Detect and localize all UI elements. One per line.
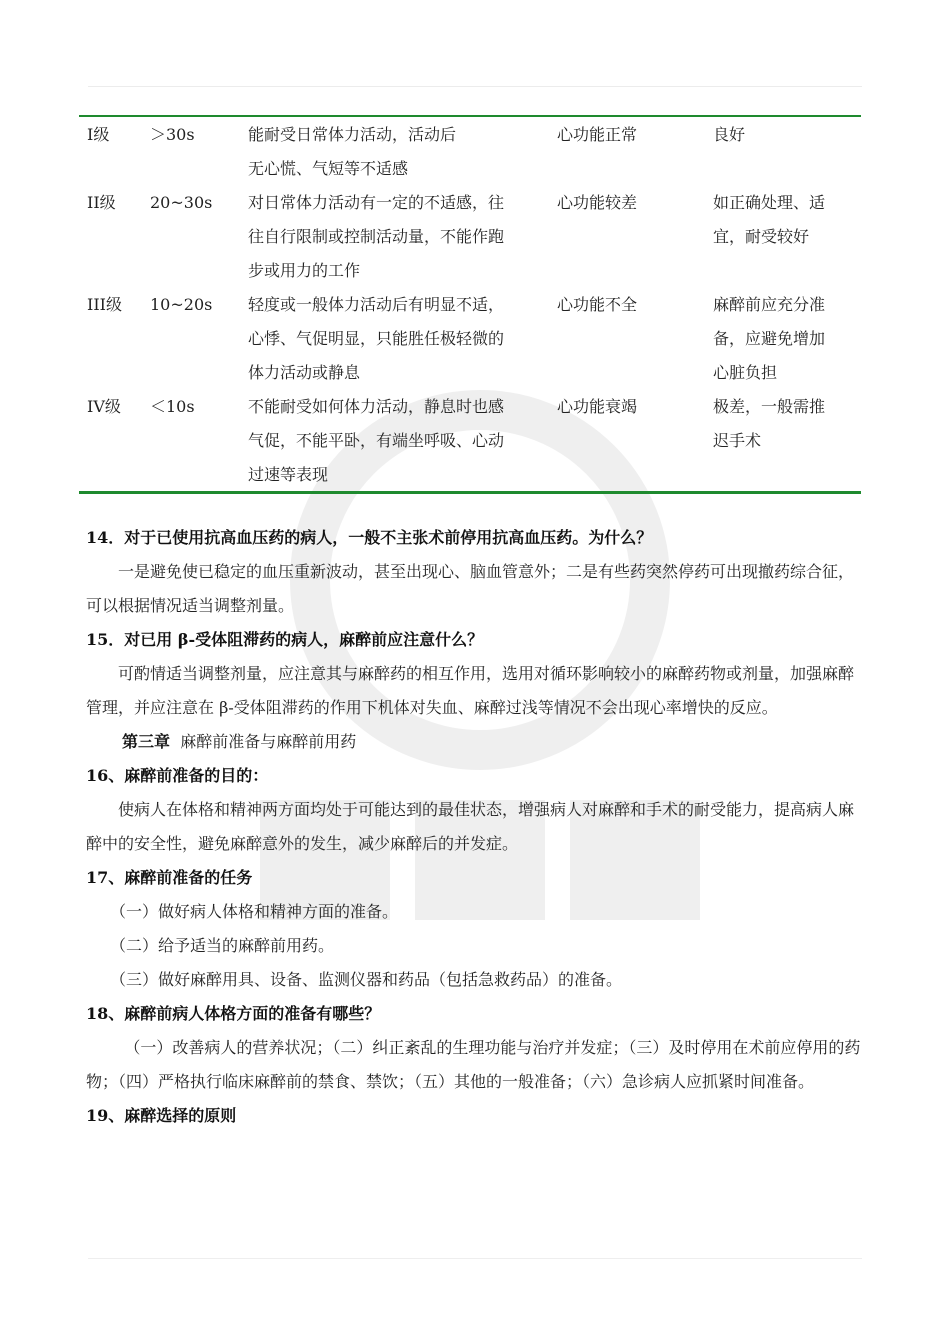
grade-cell: II级 [87, 193, 116, 212]
function-cell: 心功能较差 [557, 193, 638, 212]
description-cell: 轻度或一般体力活动后有明显不适， 心悸、气促明显，只能胜任极轻微的 体力活动或静息 [248, 295, 505, 382]
answer-14: 一是避免使已稳定的血压重新波动，甚至出现心、脑血管意外；二是有些药突然停药可出现撤药综合征，可以根据情况适当调整剂量。 [86, 562, 855, 615]
time-cell: 20~30s [150, 193, 213, 212]
question-17: 17、麻醉前准备的任务 [86, 868, 253, 887]
time-cell: ＞30s [150, 125, 195, 144]
header-divider [88, 86, 862, 87]
document-body [86, 521, 862, 1133]
tolerance-cell: 如正确处理、适 宜，耐受较好 [713, 193, 826, 246]
answer-18: （一）改善病人的营养状况；（二）纠正紊乱的生理功能与治疗并发症；（三）及时停用在术前应停用的药物；（四）严格执行临床麻醉前的禁食、禁饮；（五）其他的一般准备；（六）急诊病人应抓紧时间准备。 [86, 1038, 861, 1091]
description-cell: 对日常体力活动有一定的不适感，往 往自行限制或控制活动量，不能作跑 步或用力的工作 [248, 193, 505, 280]
chapter-title: 麻醉前准备与麻醉前用药 [180, 732, 357, 751]
list-item: （二）给予适当的麻醉前用药。 [110, 936, 335, 955]
table-row [79, 288, 861, 390]
tolerance-cell: 良好 [713, 125, 746, 144]
grade-cell: IV级 [87, 397, 121, 416]
description-cell: 能耐受日常体力活动，活动后 无心慌、气短等不适感 [248, 125, 457, 178]
question-14: 14．对于已使用抗高血压药的病人，一般不主张术前停用抗高血压药。为什么？ [86, 528, 653, 547]
question-15: 15．对已用 β-受体阻滞药的病人，麻醉前应注意什么？ [86, 630, 484, 649]
chapter-heading [86, 725, 862, 759]
answer-15: 可酌情适当调整剂量，应注意其与麻醉药的相互作用，选用对循环影响较小的麻醉药物或剂量，加强麻醉管理，并应注意在 β-受体阻滞药的作用下机体对失血、麻醉过浅等情况不会出现心率增快的反应。 [86, 664, 855, 717]
question-18: 18、麻醉前病人体格方面的准备有哪些？ [86, 1004, 381, 1023]
grade-cell: I级 [87, 125, 110, 144]
table-row [79, 390, 861, 492]
tolerance-cell: 极差，一般需推 迟手术 [713, 397, 826, 450]
table-row [79, 118, 861, 186]
grade-cell: III级 [87, 295, 122, 314]
question-16: 16、麻醉前准备的目的： [86, 766, 269, 785]
table-bottom-border [79, 491, 861, 494]
heart-function-table [79, 118, 861, 492]
footer-divider [88, 1258, 862, 1259]
list-item: （一）做好病人体格和精神方面的准备。 [110, 902, 399, 921]
function-cell: 心功能不全 [557, 295, 638, 314]
answer-16: 使病人在体格和精神两方面均处于可能达到的最佳状态，增强病人对麻醉和手术的耐受能力，提高病人麻醉中的安全性，避免麻醉意外的发生，减少麻醉后的并发症。 [86, 800, 855, 853]
description-cell: 不能耐受如何体力活动，静息时也感 气促，不能平卧，有端坐呼吸、心动 过速等表现 [248, 397, 505, 484]
table-top-border [79, 115, 861, 117]
tolerance-cell: 麻醉前应充分准 备，应避免增加 心脏负担 [713, 295, 826, 382]
function-cell: 心功能正常 [557, 125, 638, 144]
chapter-label: 第三章 [122, 732, 171, 751]
table-row [79, 186, 861, 288]
list-item: （三）做好麻醉用具、设备、监测仪器和药品（包括急救药品）的准备。 [110, 970, 623, 989]
question-19: 19、麻醉选择的原则 [86, 1106, 237, 1125]
time-cell: ＜10s [150, 397, 195, 416]
time-cell: 10~20s [150, 295, 213, 314]
function-cell: 心功能衰竭 [557, 397, 638, 416]
